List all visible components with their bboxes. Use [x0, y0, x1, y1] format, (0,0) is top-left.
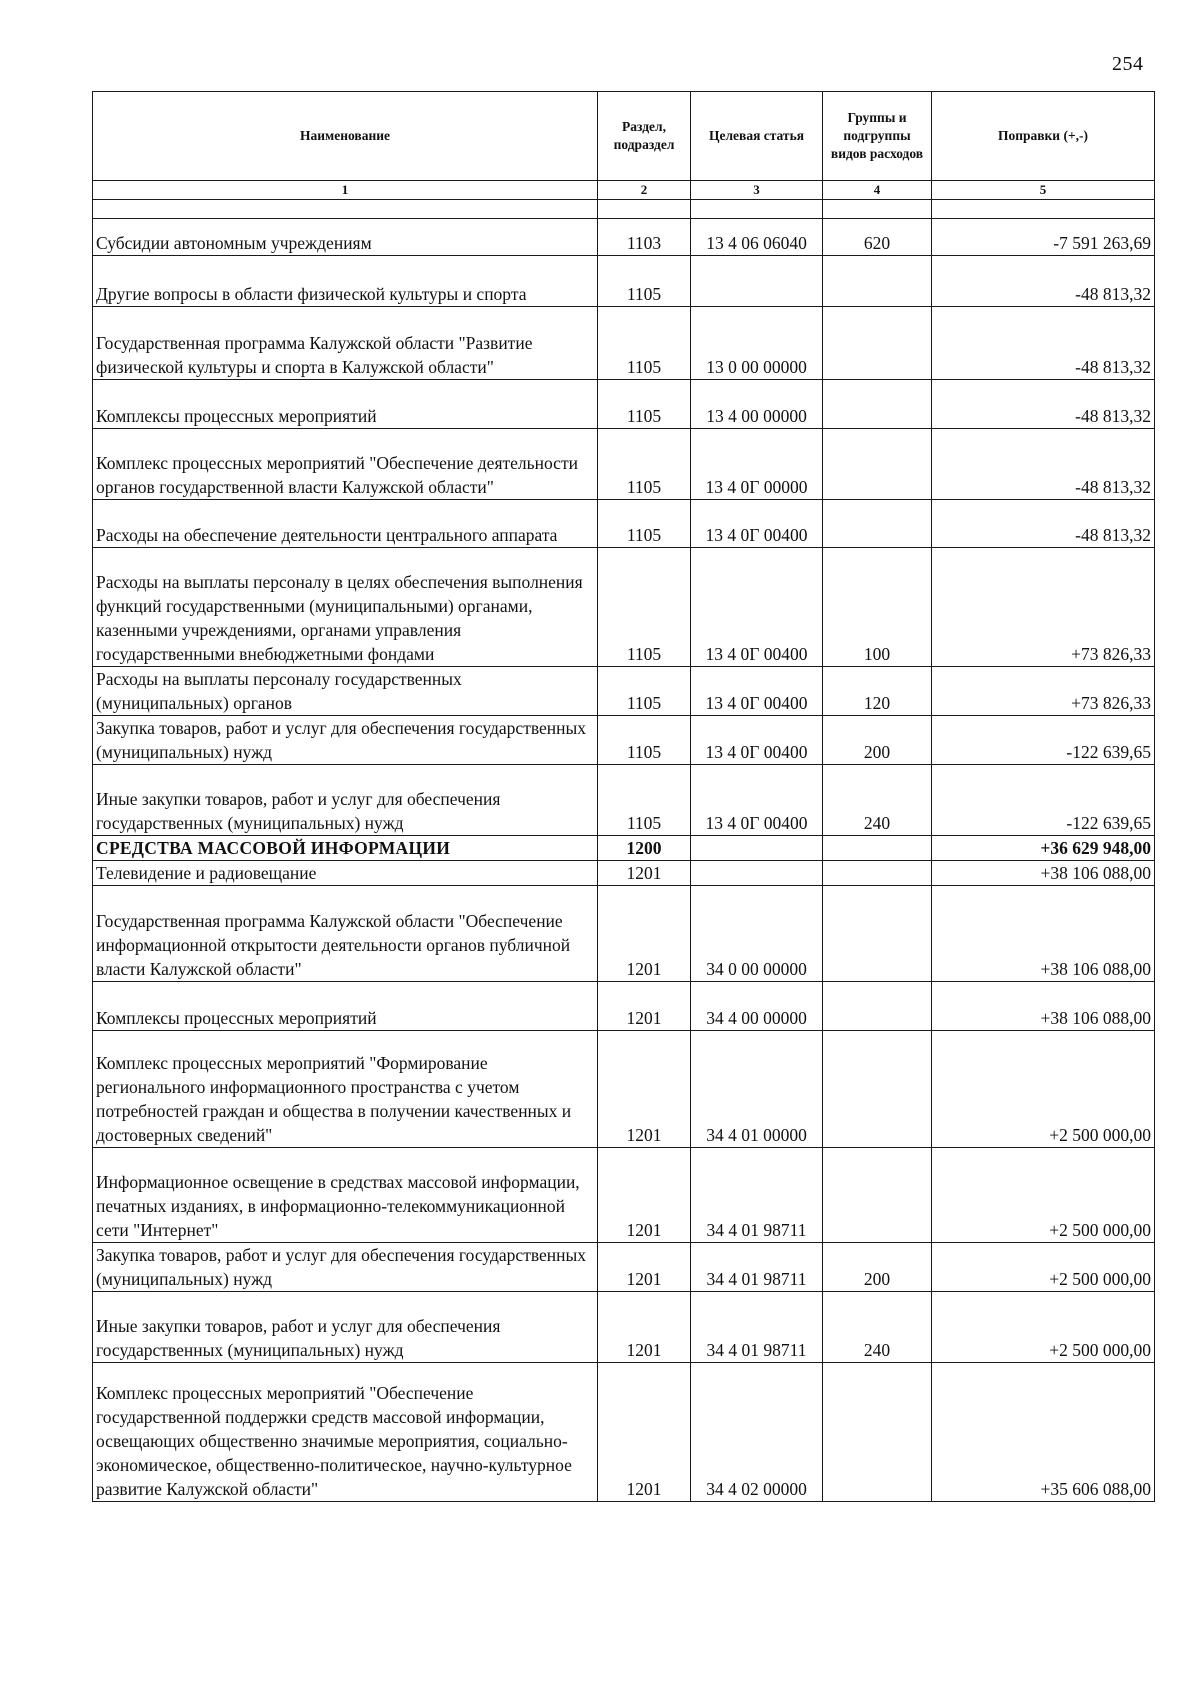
cell-target: 13 4 0Г 00400 [691, 765, 823, 836]
spacer-cell [598, 200, 691, 219]
cell-group [823, 500, 932, 548]
cell-group [823, 256, 932, 307]
cell-section: 1201 [598, 886, 691, 982]
cell-amount: +2 500 000,00 [932, 1292, 1155, 1363]
cell-target: 13 4 00 00000 [691, 380, 823, 429]
table-body [93, 200, 1155, 1502]
cell-target: 13 4 0Г 00400 [691, 716, 823, 765]
cell-name: Комплексы процессных мероприятий [93, 380, 598, 429]
cell-amount: -7 591 263,69 [932, 219, 1155, 256]
cell-amount: +2 500 000,00 [932, 1148, 1155, 1243]
table-row [93, 667, 1155, 716]
cell-section: 1201 [598, 861, 691, 886]
cell-section: 1201 [598, 1292, 691, 1363]
cell-name: Комплекс процессных мероприятий "Формирование регионального информационного пространства с учетом потребностей граждан и общества в получении качественных и достоверных сведений" [93, 1031, 598, 1148]
cell-amount: -122 639,65 [932, 765, 1155, 836]
cell-name: Иные закупки товаров, работ и услуг для обеспечения государственных (муниципальных) нужд [93, 1292, 598, 1363]
cell-name: Комплекс процессных мероприятий "Обеспечение государственной поддержки средств массовой информации, освещающих общественно значимые мероприятия, социально-экономическое, общественно-политическое, научно-культурное развитие Калужской области" [93, 1363, 598, 1502]
column-number: 5 [932, 181, 1155, 200]
cell-section: 1201 [598, 1031, 691, 1148]
header-groups: Группы и подгруппы видов расходов [823, 92, 932, 181]
cell-group: 200 [823, 716, 932, 765]
table-row [93, 886, 1155, 982]
cell-group [823, 861, 932, 886]
table-row [93, 716, 1155, 765]
table-row [93, 861, 1155, 886]
table-row [93, 1292, 1155, 1363]
cell-name: Закупка товаров, работ и услуг для обеспечения государственных (муниципальных) нужд [93, 1243, 598, 1292]
cell-name: Расходы на выплаты персоналу в целях обеспечения выполнения функций государственными (муниципальными) органами, казенными учреждениями, органами управления государственными внебюджетными фондами [93, 548, 598, 667]
cell-group: 620 [823, 219, 932, 256]
cell-group: 240 [823, 1292, 932, 1363]
table-row [93, 982, 1155, 1031]
cell-amount: +73 826,33 [932, 548, 1155, 667]
cell-section: 1201 [598, 1148, 691, 1243]
cell-amount: +38 106 088,00 [932, 861, 1155, 886]
cell-name: Телевидение и радиовещание [93, 861, 598, 886]
cell-amount: +35 606 088,00 [932, 1363, 1155, 1502]
table-row [93, 500, 1155, 548]
cell-amount: +73 826,33 [932, 667, 1155, 716]
cell-target: 34 4 01 00000 [691, 1031, 823, 1148]
table-row [93, 429, 1155, 500]
table-row [93, 380, 1155, 429]
cell-target [691, 861, 823, 886]
cell-section: 1201 [598, 1243, 691, 1292]
cell-name: Расходы на выплаты персоналу государственных (муниципальных) органов [93, 667, 598, 716]
cell-section: 1103 [598, 219, 691, 256]
header-section: Раздел, подраздел [598, 92, 691, 181]
cell-target: 13 4 06 06040 [691, 219, 823, 256]
cell-target: 13 0 00 00000 [691, 307, 823, 380]
cell-amount: -48 813,32 [932, 307, 1155, 380]
cell-amount: +2 500 000,00 [932, 1243, 1155, 1292]
cell-target: 34 4 01 98711 [691, 1292, 823, 1363]
table-row [93, 765, 1155, 836]
column-number: 3 [691, 181, 823, 200]
cell-group [823, 982, 932, 1031]
table-spacer [93, 200, 1155, 219]
page-number: 254 [1112, 53, 1144, 75]
cell-group [823, 429, 932, 500]
cell-section: 1105 [598, 716, 691, 765]
cell-name: Иные закупки товаров, работ и услуг для обеспечения государственных (муниципальных) нужд [93, 765, 598, 836]
cell-name: Другие вопросы в области физической культуры и спорта [93, 256, 598, 307]
header-target: Целевая статья [691, 92, 823, 181]
cell-section: 1200 [598, 836, 691, 861]
cell-section: 1105 [598, 380, 691, 429]
column-number: 1 [93, 181, 598, 200]
header-amendments: Поправки (+,-) [932, 92, 1155, 181]
cell-target [691, 836, 823, 861]
cell-target: 13 4 0Г 00000 [691, 429, 823, 500]
cell-target: 34 0 00 00000 [691, 886, 823, 982]
table-row [93, 548, 1155, 667]
cell-section: 1105 [598, 500, 691, 548]
table-row [93, 1363, 1155, 1502]
cell-section: 1105 [598, 548, 691, 667]
spacer-cell [691, 200, 823, 219]
cell-amount: +36 629 948,00 [932, 836, 1155, 861]
cell-group: 120 [823, 667, 932, 716]
cell-amount: -48 813,32 [932, 429, 1155, 500]
header-name: Наименование [93, 92, 598, 181]
cell-group [823, 307, 932, 380]
cell-section: 1105 [598, 429, 691, 500]
cell-amount: +38 106 088,00 [932, 886, 1155, 982]
cell-target: 34 4 00 00000 [691, 982, 823, 1031]
table-row [93, 256, 1155, 307]
cell-target [691, 256, 823, 307]
table-header [93, 92, 1155, 200]
cell-group [823, 836, 932, 861]
table-row [93, 307, 1155, 380]
cell-group [823, 1031, 932, 1148]
cell-group [823, 1148, 932, 1243]
table-row [93, 1031, 1155, 1148]
cell-amount: +38 106 088,00 [932, 982, 1155, 1031]
table-row [93, 219, 1155, 256]
cell-name: Комплекс процессных мероприятий "Обеспечение деятельности органов государственной власти Калужской области" [93, 429, 598, 500]
column-number: 4 [823, 181, 932, 200]
spacer-cell [932, 200, 1155, 219]
spacer-cell [823, 200, 932, 219]
cell-group: 240 [823, 765, 932, 836]
cell-target: 13 4 0Г 00400 [691, 667, 823, 716]
spacer-cell [93, 200, 598, 219]
cell-group [823, 380, 932, 429]
cell-target: 13 4 0Г 00400 [691, 548, 823, 667]
cell-section: 1105 [598, 256, 691, 307]
cell-section: 1105 [598, 667, 691, 716]
table-row [93, 836, 1155, 861]
cell-section: 1105 [598, 307, 691, 380]
cell-section: 1201 [598, 982, 691, 1031]
cell-target: 34 4 01 98711 [691, 1148, 823, 1243]
cell-section: 1105 [598, 765, 691, 836]
cell-name: Государственная программа Калужской области "Обеспечение информационной открытости деятельности органов публичной власти Калужской области" [93, 886, 598, 982]
cell-group [823, 1363, 932, 1502]
cell-amount: -48 813,32 [932, 256, 1155, 307]
cell-group: 100 [823, 548, 932, 667]
cell-group [823, 886, 932, 982]
cell-name: СРЕДСТВА МАССОВОЙ ИНФОРМАЦИИ [93, 836, 598, 861]
cell-group: 200 [823, 1243, 932, 1292]
cell-amount: +2 500 000,00 [932, 1031, 1155, 1148]
cell-name: Государственная программа Калужской области "Развитие физической культуры и спорта в Калужской области" [93, 307, 598, 380]
budget-amendments-table [92, 91, 1155, 1502]
cell-target: 34 4 02 00000 [691, 1363, 823, 1502]
cell-target: 34 4 01 98711 [691, 1243, 823, 1292]
cell-amount: -122 639,65 [932, 716, 1155, 765]
cell-name: Комплексы процессных мероприятий [93, 982, 598, 1031]
cell-amount: -48 813,32 [932, 380, 1155, 429]
cell-name: Закупка товаров, работ и услуг для обеспечения государственных (муниципальных) нужд [93, 716, 598, 765]
cell-section: 1201 [598, 1363, 691, 1502]
cell-name: Информационное освещение в средствах массовой информации, печатных изданиях, в информационно-телекоммуникационной сети "Интернет" [93, 1148, 598, 1243]
cell-target: 13 4 0Г 00400 [691, 500, 823, 548]
cell-name: Расходы на обеспечение деятельности центрального аппарата [93, 500, 598, 548]
table-row [93, 1148, 1155, 1243]
column-number: 2 [598, 181, 691, 200]
cell-amount: -48 813,32 [932, 500, 1155, 548]
cell-name: Субсидии автономным учреждениям [93, 219, 598, 256]
table-row [93, 1243, 1155, 1292]
